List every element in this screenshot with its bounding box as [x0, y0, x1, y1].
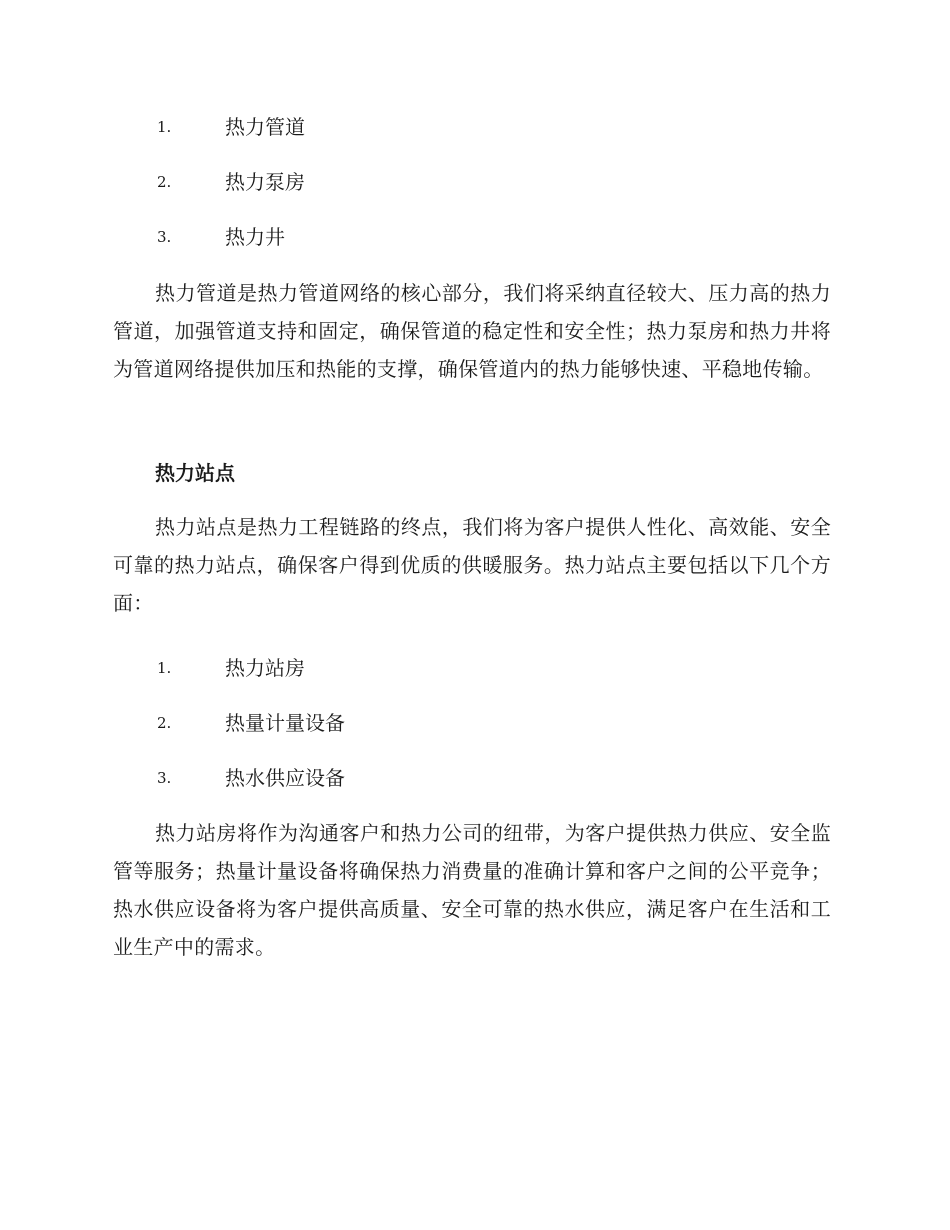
list-text: 热力站房 [225, 656, 305, 680]
list-number: 1. [157, 659, 172, 677]
paragraph-pipeline: 热力管道是热力管道网络的核心部分，我们将采纳直径较大、压力高的热力管道，加强管道支持和固定，确保管道的稳定性和安全性；热力泵房和热力井将为管道网络提供加压和热能的支撑，确保管道内的热力能够快速、平稳地传输。 [113, 281, 831, 381]
list-number: 3. [157, 769, 172, 787]
list-text: 热力管道 [225, 115, 305, 139]
list-number: 1. [157, 118, 172, 136]
section-heading: 热力站点 [155, 461, 235, 485]
list-text: 热力泵房 [225, 170, 305, 194]
list-number: 3. [157, 228, 172, 246]
list-number: 2. [157, 714, 172, 732]
list-text: 热水供应设备 [225, 766, 345, 790]
list-number: 2. [157, 173, 172, 191]
paragraph-station-intro: 热力站点是热力工程链路的终点，我们将为客户提供人性化、高效能、安全可靠的热力站点，确保客户得到优质的供暖服务。热力站点主要包括以下几个方面： [113, 515, 831, 615]
list-text: 热力井 [225, 225, 285, 249]
paragraph-station-detail: 热力站房将作为沟通客户和热力公司的纽带，为客户提供热力供应、安全监管等服务；热量计量设备将确保热力消费量的准确计算和客户之间的公平竞争；热水供应设备将为客户提供高质量、安全可靠的热水供应，满足客户在生活和工业生产中的需求。 [113, 821, 831, 959]
list-text: 热量计量设备 [225, 711, 345, 735]
